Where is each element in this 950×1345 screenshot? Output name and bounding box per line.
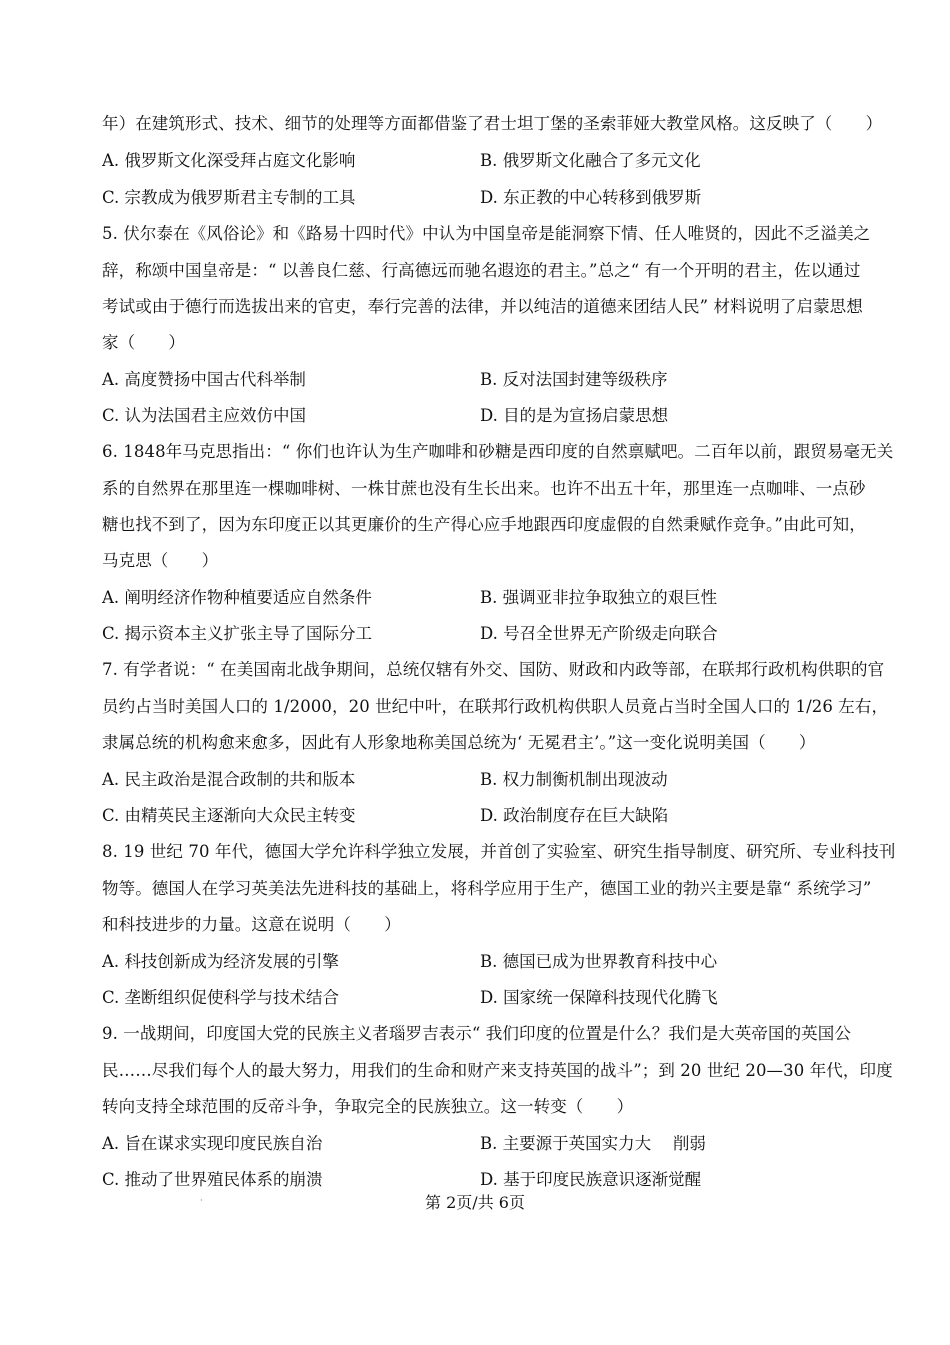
q8-option-a: A. 科技创新成为经济发展的引擎 (102, 952, 339, 971)
q9-option-d: D. 基于印度民族意识逐渐觉醒 (480, 1170, 702, 1189)
q6-stem-line: 系的自然界在那里连一棵咖啡树、一株甘蔗也没有生长出来。也许不出五十年，那里连一点咖啡、一点砂 (102, 479, 866, 498)
q4-option-b: B. 俄罗斯文化融合了多元文化 (480, 151, 701, 170)
q7-stem-line: 7. 有学者说：“ 在美国南北战争期间，总统仅辖有外交、国防、财政和内政等部，在联邦行政机构供职的官 (102, 660, 885, 679)
q5-option-d: D. 目的是为宣扬启蒙思想 (480, 406, 669, 425)
q6-stem-line: 6. 1848年马克思指出：“ 你们也许认为生产咖啡和砂糖是西印度的自然禀赋吧。二百年以前，跟贸易毫无关 (102, 442, 894, 461)
q8-stem-line: 和科技进步的力量。这意在说明（ ） (102, 915, 401, 934)
q9-option-b: B. 主要源于英国实力大 削弱 (480, 1134, 706, 1153)
page-footer: 第 2页/共 6页 (425, 1193, 525, 1212)
q5-stem-line: 家（ ） (102, 333, 185, 352)
q8-option-c: C. 垄断组织促使科学与技术结合 (102, 988, 340, 1007)
q6-option-c: C. 揭示资本主义扩张主导了国际分工 (102, 624, 373, 643)
q7-option-b: B. 权力制衡机制出现波动 (480, 770, 668, 789)
q5-stem-line: 5. 伏尔泰在《风俗论》和《路易十四时代》中认为中国皇帝是能洞察下情、任人唯贤的，因此不乏溢美之 (102, 224, 871, 243)
q4-stem-tail: 年）在建筑形式、技术、细节的处理等方面都借鉴了君士坦丁堡的圣索菲娅大教堂风格。这反映了（ ） (102, 114, 883, 133)
q6-option-b: B. 强调亚非拉争取独立的艰巨性 (480, 588, 718, 607)
stray-mark: · (200, 1196, 203, 1205)
q5-option-c: C. 认为法国君主应效仿中国 (102, 406, 307, 425)
q7-option-c: C. 由精英民主逐渐向大众民主转变 (102, 806, 356, 825)
q8-option-d: D. 国家统一保障科技现代化腾飞 (480, 988, 718, 1007)
q6-option-a: A. 阐明经济作物种植要适应自然条件 (102, 588, 372, 607)
q9-stem-line: 转向支持全球范围的反帝斗争，争取完全的民族独立。这一转变（ ） (102, 1097, 634, 1116)
q4-option-d: D. 东正教的中心转移到俄罗斯 (480, 188, 702, 207)
q9-stem-line: 9. 一战期间，印度国大党的民族主义者瑙罗吉表示“ 我们印度的位置是什么？我们是大英帝国的英国公 (102, 1024, 851, 1043)
q8-stem-line: 8. 19 世纪 70 年代，德国大学允许科学独立发展，并首创了实验室、研究生指导制度、研究所、专业科技刊 (102, 842, 896, 861)
q9-option-c: C. 推动了世界殖民体系的崩溃 (102, 1170, 323, 1189)
q7-stem-line: 员约占当时美国人口的 1/2000，20 世纪中叶，在联邦行政机构供职人员竟占当时全国人口的 1/26 左右， (102, 697, 889, 716)
q7-option-d: D. 政治制度存在巨大缺陷 (480, 806, 669, 825)
q7-stem-line: 隶属总统的机构愈来愈多，因此有人形象地称美国总统为‘ 无冕君主’。”这一变化说明美国（ ） (102, 733, 816, 752)
q8-option-b: B. 德国已成为世界教育科技中心 (480, 952, 718, 971)
q4-option-c: C. 宗教成为俄罗斯君主专制的工具 (102, 188, 356, 207)
q9-stem-line: 民……尽我们每个人的最大努力，用我们的生命和财产来支持英国的战斗”；到 20 世纪 20—30 年代，印度 (102, 1061, 893, 1080)
q8-stem-line: 物等。德国人在学习英美法先进科技的基础上，将科学应用于生产，德国工业的勃兴主要是靠“ 系统学习” (102, 879, 872, 898)
q5-option-b: B. 反对法国封建等级秩序 (480, 370, 668, 389)
q6-option-d: D. 号召全世界无产阶级走向联合 (480, 624, 718, 643)
q5-stem-line: 辞，称颂中国皇帝是：“ 以善良仁慈、行高德远而驰名遐迩的君主。”总之“ 有一个开明的君主，佐以通过 (102, 261, 861, 280)
q9-option-a: A. 旨在谋求实现印度民族自治 (102, 1134, 323, 1153)
q4-option-a: A. 俄罗斯文化深受拜占庭文化影响 (102, 151, 356, 170)
q5-option-a: A. 高度赞扬中国古代科举制 (102, 370, 306, 389)
q5-stem-line: 考试或由于德行而选拔出来的官吏，奉行完善的法律，并以纯洁的道德来团结人民” 材料说明了启蒙思想 (102, 297, 863, 316)
q6-stem-line: 马克思（ ） (102, 551, 219, 570)
q6-stem-line: 糖也找不到了，因为东印度正以其更廉价的生产得心应手地跟西印度虚假的自然秉赋作竞争。”由此可知， (102, 515, 866, 534)
q7-option-a: A. 民主政治是混合政制的共和版本 (102, 770, 356, 789)
